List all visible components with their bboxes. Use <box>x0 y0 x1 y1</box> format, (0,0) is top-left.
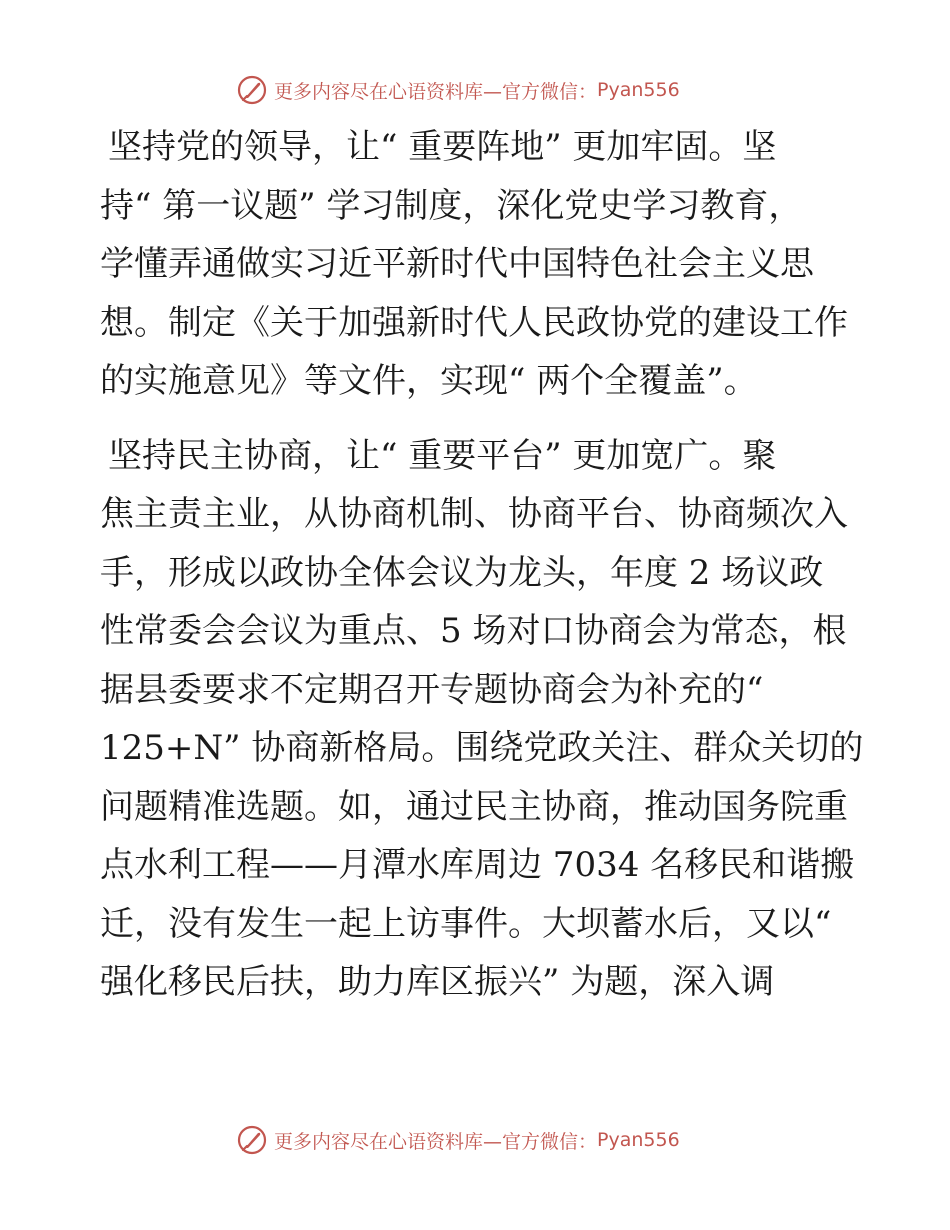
paragraph-1 <box>100 118 860 411</box>
text-line: 的实施意见》等文件，实现“ 两个全覆盖”。 <box>100 361 758 401</box>
text-line: 点水利工程——月潭水库周边 7034 名移民和谐搬 <box>100 845 855 885</box>
feather-pen-logo-icon <box>236 74 268 106</box>
text-line: 坚持民主协商，让“ 重要平台” 更加宽广。聚 <box>108 435 777 476</box>
text-line: 坚持党的领导，让“ 重要阵地” 更加牢固。坚 <box>108 127 777 167</box>
watermark-handle: Pyan556 <box>597 79 680 101</box>
text-line: 据县委要求不定期召开专题协商会为补充的“ <box>100 669 764 710</box>
text-line: 持“ 第一议题” 学习制度，深化党史学习教育， <box>100 185 803 226</box>
text-line: 强化移民后扶，助力库区振兴” 为题，深入调 <box>100 962 775 1002</box>
watermark-text: 更多内容尽在心语资料库—官方微信： <box>274 80 598 103</box>
text-line: 学懂弄通做实习近平新时代中国特色社会主义思 <box>100 244 814 284</box>
text-line: 手，形成以政协全体会议为龙头，年度 2 场议政 <box>100 552 824 593</box>
watermark-text: 更多内容尽在心语资料库—官方微信： <box>274 1130 598 1153</box>
watermark-handle: Pyan556 <box>597 1129 680 1151</box>
document-body <box>100 118 864 1012</box>
text-line: 迁，没有发生一起上访事件。大坝蓄水后，又以“ <box>100 903 832 944</box>
text-line: 想。制定《关于加强新时代人民政协党的建设工作 <box>100 302 848 343</box>
text-line: 焦主责主业，从协商机制、协商平台、协商频次入 <box>100 494 848 534</box>
paragraph-2 <box>100 427 864 1012</box>
feather-pen-logo-icon <box>236 1124 268 1156</box>
text-line: 125+N” 协商新格局。围绕党政关注、群众关切的 <box>100 728 864 768</box>
header-watermark <box>236 72 756 108</box>
text-line: 问题精准选题。如，通过民主协商，推动国务院重 <box>100 786 848 827</box>
text-line: 性常委会会议为重点、5 场对口协商会为常态，根 <box>100 611 847 651</box>
footer-watermark <box>236 1122 756 1158</box>
